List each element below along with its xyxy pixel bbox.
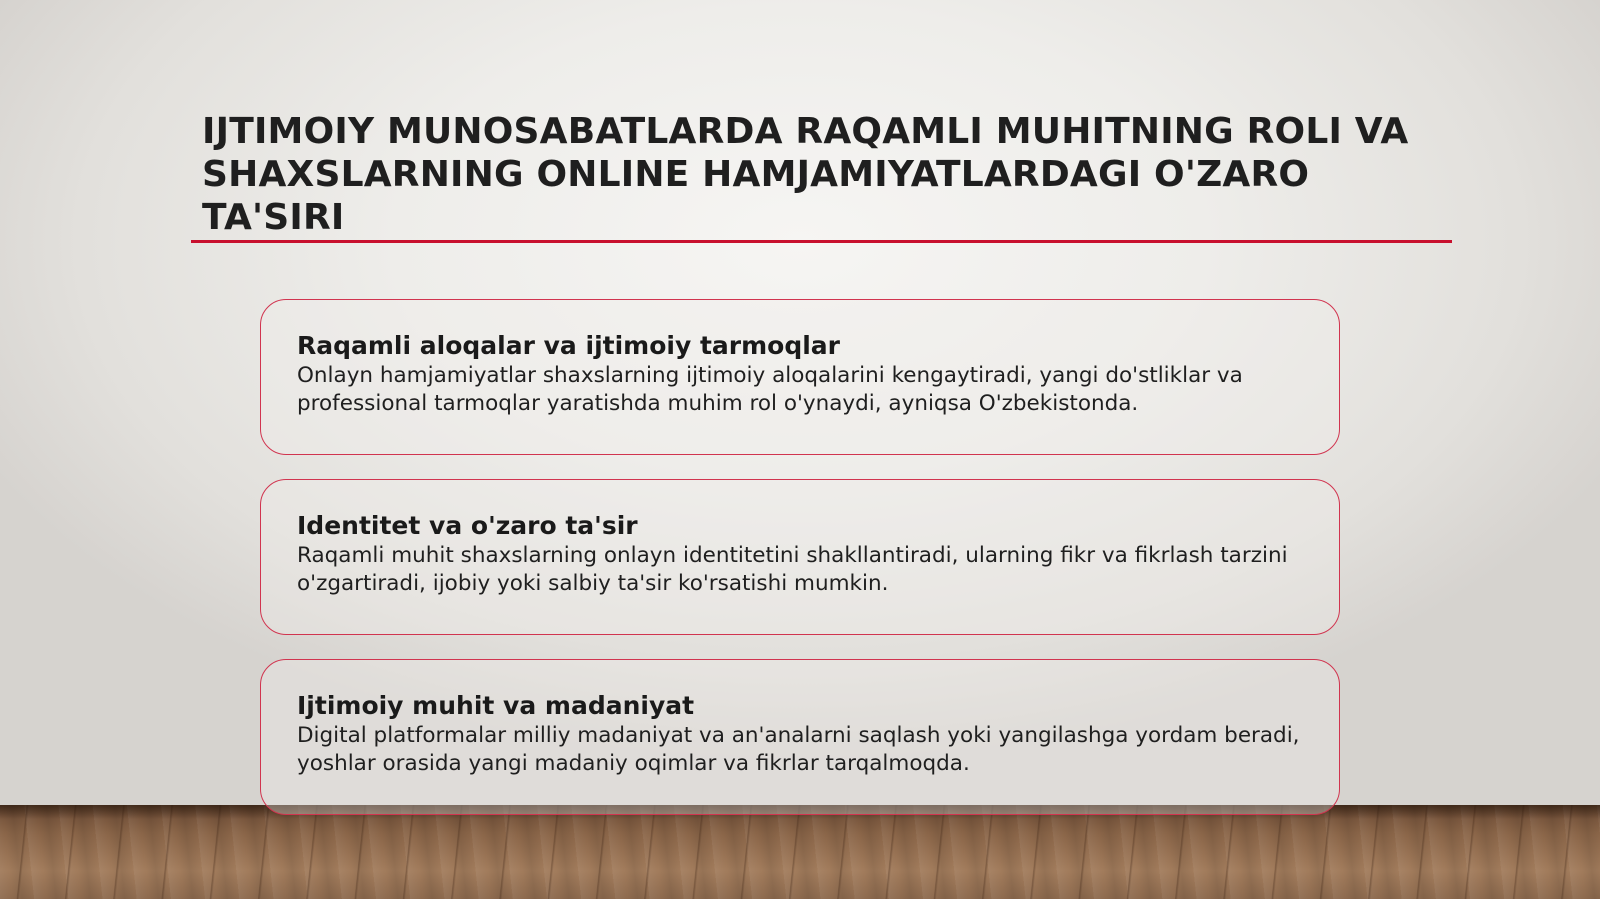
card-heading: Identitet va o'zaro ta'sir [297,511,638,540]
slide-title: IJTIMOIY MUNOSABATLARDA RAQAMLI MUHITNING ROLI VA SHAXSLARNING ONLINE HAMJAMIYATLARDAGI O'ZARO TA'SIRI [202,111,1409,238]
card-body-text: Onlayn hamjamiyatlar shaxslarning ijtimoiy aloqalarini kengaytiradi, yangi do'stliklar va professional tarmoqlar yaratishda muhim rol o'ynaydi, ayniqsa O'zbekistonda. [297,363,1243,416]
content-card-identity [260,479,1340,635]
card-heading: Ijtimoiy muhit va madaniyat [297,691,695,720]
card-body-text: Digital platformalar milliy madaniyat va an'analarni saqlash yoki yangilashga yordam beradi, yoshlar orasida yangi madaniy oqimlar va fikrlar tarqalmoqda. [297,723,1300,776]
content-card-social-culture [260,659,1340,815]
content-card-digital-connections [260,299,1340,455]
card-heading: Raqamli aloqalar va ijtimoiy tarmoqlar [297,331,840,360]
wooden-floor-image [0,805,1600,899]
card-body-text: Raqamli muhit shaxslarning onlayn identitetini shakllantiradi, ularning fikr va fikrlash tarzini o'zgartiradi, ijobiy yoki salbiy ta'sir ko'rsatishi mumkin. [297,543,1288,596]
title-divider-line [191,240,1452,243]
